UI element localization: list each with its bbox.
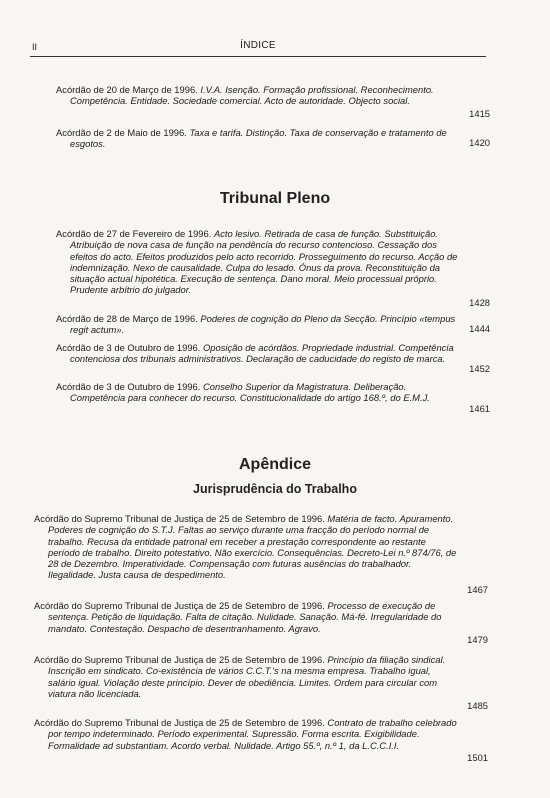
index-entry: Acórdão do Supremo Tribunal de Justiça de 25 de Setembro de 1996. Contrato de trabalho celebrado por tempo indeterminado. Período experimental. Supressão. Forma escrita. Exigibilidade. Formalidade ad substantiam. Acordo verbal. Nulidade. Artigo 55.º, n.º 1, da L.C.C.I.I. — [34, 717, 457, 751]
section-subheading: Jurisprudência do Trabalho — [193, 482, 357, 496]
entry-page-number: 1461 — [469, 403, 490, 414]
entry-page-number: 1452 — [469, 363, 490, 374]
section-heading-tribunal-pleno: Tribunal Pleno — [219, 190, 331, 207]
entry-page-number: 1420 — [469, 137, 490, 148]
entry-page-number: 1467 — [467, 584, 488, 595]
index-entry: Acórdão de 3 de Outubro de 1996. Oposição de acórdãos. Propriedade industrial. Competência contenciosa dos tribunais administrativos. Declaração de caducidade do registo de marca. — [56, 342, 454, 365]
running-title: ÍNDICE — [240, 40, 276, 51]
index-entry: Acórdão de 2 de Maio de 1996. Taxa e tarifa. Distinção. Taxa de conservação e tratamento de esgotos. — [56, 127, 447, 150]
entry-page-number: 1501 — [467, 752, 488, 763]
entry-page-number: 1428 — [469, 297, 490, 308]
index-entry: Acórdão de 27 de Fevereiro de 1996. Acto lesivo. Retirada de casa de função. Substituição. Atribuição de nova casa de função na pendência do recurso contencioso. Cessação dos efeitos do acto. Efeitos produzidos pelo acto recorrido. Prosseguimento do recurso. Acção de indemnização. Nexo de causalidade. Culpa do lesado. Ónus da prova. Reconstituição da situação actual hipotética. Execução de sentença. Dano moral. Meio processual próprio. Prudente arbítrio do julgador. — [56, 228, 458, 296]
page-header — [30, 40, 486, 57]
page-number: II — [32, 42, 38, 52]
section-heading-apendice: Apêndice — [238, 456, 311, 473]
entry-page-number: 1479 — [467, 634, 488, 645]
entry-page-number: 1485 — [467, 700, 488, 711]
index-entry: Acórdão de 3 de Outubro de 1996. Conselho Superior da Magistratura. Deliberação. Competência para conhecer do recurso. Constitucionalidade do artigo 168.º, do E.M.J. — [56, 381, 430, 404]
index-entry: Acórdão de 28 de Março de 1996. Poderes de cognição do Pleno da Secção. Princípio «tempus regit actum». — [56, 313, 456, 336]
entry-page-number: 1444 — [469, 323, 490, 334]
index-entry: Acórdão de 20 de Março de 1996. I.V.A. Isenção. Formação profissional. Reconhecimento. Competência. Entidade. Sociedade comercial. Acto de autoridade. Objecto social. — [56, 84, 434, 107]
index-entry: Acórdão do Supremo Tribunal de Justiça de 25 de Setembro de 1996. Matéria de facto. Apuramento. Poderes de cognição do S.T.J. Faltas ao serviço durante uma fracção do período normal de trabalho. Recusa da entidade patronal em receber a prestação correspondente ao restante período de trabalho. Direito potestativo. Não exercício. Consequências. Decreto-Lei n.º 874/76, de 28 de Dezembro. Imperatividade. Compensação com futuras ausências do trabalhador. Ilegalidade. Justa causa de despedimento. — [34, 513, 457, 581]
index-entry: Acórdão do Supremo Tribunal de Justiça de 25 de Setembro de 1996. Processo de execução de sentença. Petição de liquidação. Falta de citação. Nulidade. Sanação. Má-fé. Irregularidade do mandato. Contestação. Despacho de desentranhamento. Agravo. — [34, 600, 442, 634]
index-entry: Acórdão do Supremo Tribunal de Justiça de 25 de Setembro de 1996. Princípio da filiação sindical. Inscrição em sindicato. Co-existência de vários C.C.T.'s na mesma empresa. Trabalho igual, salário igual. Violação deste princípio. Dever de obediência. Limites. Ordem para circular com viatura não licenciada. — [34, 654, 446, 699]
entry-page-number: 1415 — [469, 108, 490, 119]
